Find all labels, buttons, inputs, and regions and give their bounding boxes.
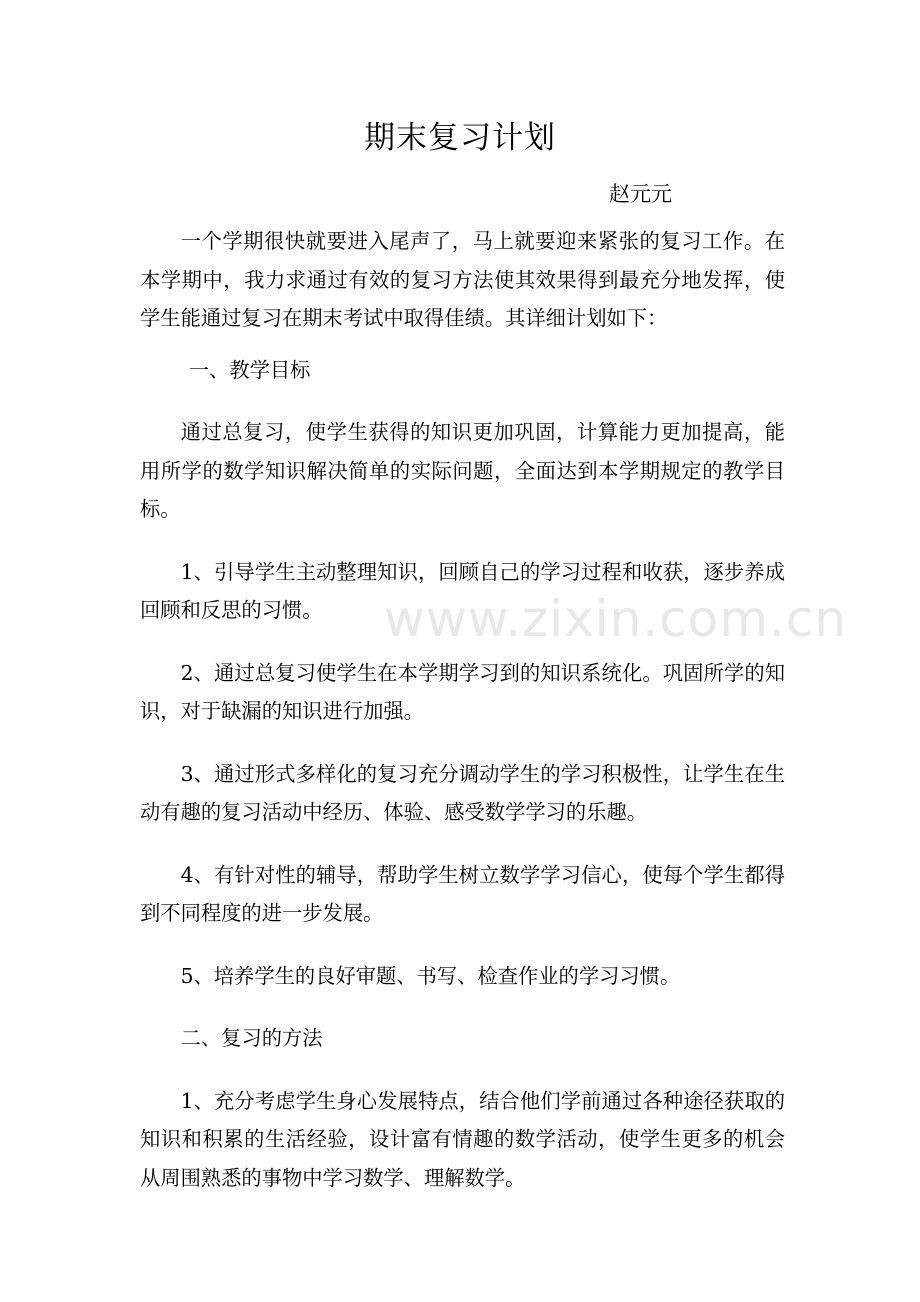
watermark: www.zixin.com.cn bbox=[384, 590, 848, 648]
document-author: 赵元元 bbox=[609, 182, 672, 206]
intro-paragraph: 一个学期很快就要进入尾声了，马上就要迎来紧张的复习工作。在本学期中，我力求通过有效的复习方法使其效果得到最充分地发挥，使学生能通过复习在期末考试中取得佳绩。其详细计划如下： bbox=[140, 229, 785, 330]
section-heading-teaching-goals: 一、教学目标 bbox=[188, 357, 311, 382]
method-item: 1、充分考虑学生身心发展特点，结合他们学前通过各种途径获取的知识和积累的生活经验，设计富有情趣的数学活动，使学生更多的机会从周围熟悉的事物中学习数学、理解数学。 bbox=[140, 1088, 785, 1190]
teaching-goals-intro: 通过总复习，使学生获得的知识更加巩固，计算能力更加提高，能用所学的数学知识解决简单的实际问题，全面达到本学期规定的教学目标。 bbox=[140, 420, 785, 521]
goal-item: 4、有针对性的辅导，帮助学生树立数学学习信心，使每个学生都得到不同程度的进一步发展。 bbox=[140, 862, 785, 925]
goal-item: 2、通过总复习使学生在本学期学习到的知识系统化。巩固所学的知识，对于缺漏的知识进行加强。 bbox=[140, 660, 785, 723]
document-body bbox=[140, 222, 785, 1197]
goal-item: 3、通过形式多样化的复习充分调动学生的学习积极性，让学生在生动有趣的复习活动中经历、体验、感受数学学习的乐趣。 bbox=[140, 761, 785, 824]
goal-item: 1、引导学生主动整理知识，回顾自己的学习过程和收获，逐步养成回顾和反思的习惯。 bbox=[140, 559, 785, 622]
document-title: 期末复习计划 bbox=[364, 120, 556, 156]
goal-item: 5、培养学生的良好审题、书写、检查作业的学习习惯。 bbox=[180, 963, 681, 988]
section-heading-review-methods: 二、复习的方法 bbox=[180, 1026, 323, 1050]
